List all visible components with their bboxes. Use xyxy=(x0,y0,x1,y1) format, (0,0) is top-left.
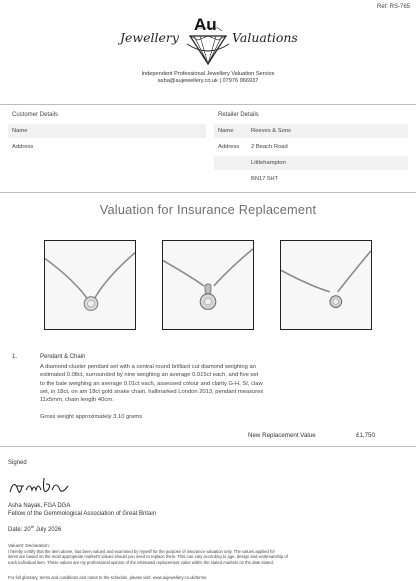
customer-name-row xyxy=(8,124,206,138)
retailer-address-line-3: BN17 5HT xyxy=(251,176,279,182)
details-divider xyxy=(0,192,416,193)
item-description-line: set, in 18ct, on am 18ct gold snake chain, hallmarked London 2013, pendant measures xyxy=(40,388,264,395)
logo-monogram: Au xyxy=(194,15,217,34)
customer-details-heading: Customer Details xyxy=(12,112,59,118)
retailer-address-band xyxy=(214,156,408,170)
logo-left-word: Jewellery xyxy=(120,30,179,45)
date-prefix: Date: 20 xyxy=(8,527,31,533)
item-number: 1. xyxy=(12,354,18,360)
valuer-name: Asha Nayak, FGA DGA xyxy=(8,503,71,509)
date-rest: July 2026 xyxy=(34,527,62,533)
retailer-address-line-1: 2 Beach Road xyxy=(251,144,288,150)
handwritten-signature-icon xyxy=(8,474,78,498)
declaration-title: Valuers' Declaration: xyxy=(8,543,50,548)
item-description-line: to the bale weighing an average 0.01ct each, assessed colour and clarity G-H, SI, claw xyxy=(40,380,263,387)
item-description-line: A diamond cluster pendant set with a central round brilliant cut diamond weighing an xyxy=(40,364,256,370)
retailer-name-value: Reeves & Sons xyxy=(251,128,291,134)
logo-right-word: Valuations xyxy=(232,30,298,45)
pendant-photo-front xyxy=(44,240,136,330)
contact-line: asha@aujewellery.co.uk | 07976 966937 xyxy=(157,78,259,84)
retailer-address-label: Address xyxy=(218,144,240,150)
item-divider xyxy=(0,446,416,447)
customer-address-label: Address xyxy=(12,144,34,150)
retailer-address-line-2: Littlehampton xyxy=(251,160,286,166)
pendant-photo-side xyxy=(162,240,254,330)
customer-name-label: Name xyxy=(12,128,28,134)
replacement-value-amount: £1,750 xyxy=(356,432,375,439)
item-description xyxy=(40,363,400,404)
item-description-line: 11x5mm, chain length 40cm. xyxy=(40,397,114,404)
declaration-line: each individual item. These values are my professional opinion of the estimated replacement value within the stated markets on the date stated. xyxy=(8,559,274,565)
service-tagline: Independent Professional Jewellery Valuation Service xyxy=(141,71,275,77)
header-divider xyxy=(0,104,416,105)
valuation-date xyxy=(8,524,61,533)
pendant-photo-angle xyxy=(280,240,372,330)
item-title: Pendant & Chain xyxy=(40,354,86,360)
replacement-value-label: New Replacement Value xyxy=(248,432,316,439)
signed-label: Signed xyxy=(8,460,27,466)
document-title: Valuation for Insurance Replacement xyxy=(99,202,317,217)
retailer-name-label: Name xyxy=(218,128,234,134)
declaration-footer: For full glossary, terms and conditions and notes to the schedule, please visit: www.aujewellery.co.uk/terms. xyxy=(8,575,208,580)
reference-number: Ref: RS-765 xyxy=(376,4,410,10)
declaration-line: I hereby certify that the item above, has been valued and examined by myself for the purpose of insurance valuation only. The values applied for xyxy=(8,549,275,554)
declaration-line: items are based on the most appropriate market's values should you need to replace them. This can vary according to age, design and workmanship of xyxy=(8,554,288,560)
declaration-body xyxy=(8,549,412,565)
valuer-fellowship: Fellow of the Gemmological Association of Great Britain xyxy=(8,511,157,517)
date-ordinal: th xyxy=(30,524,35,529)
retailer-name-row xyxy=(214,124,408,138)
item-gross-weight: Gross weight approximately 3.10 grams xyxy=(40,414,143,420)
retailer-details-heading: Retailer Details xyxy=(218,112,259,118)
item-description-line: estimated 0.08ct, surrounded by nine weighing an average 0.015ct each, and five set xyxy=(40,372,259,379)
